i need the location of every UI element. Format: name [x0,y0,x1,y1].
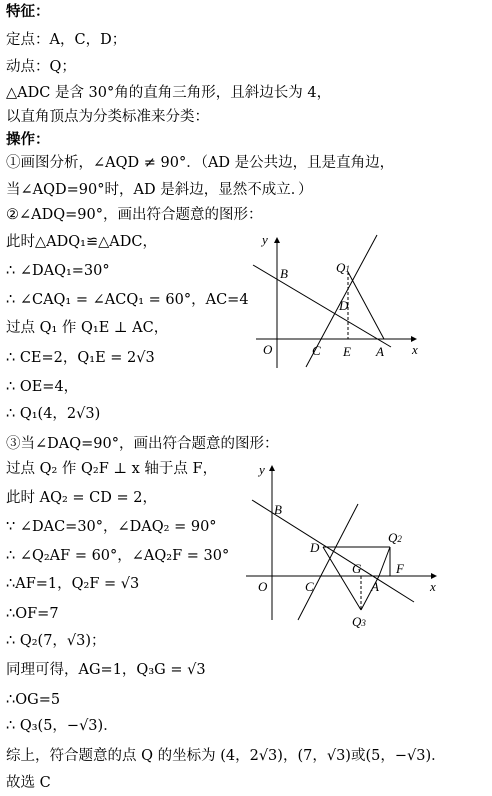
label-g: G [352,561,362,576]
text-line: ∴ Q₂(7，√3)； [6,633,106,649]
label-c: C [305,579,314,594]
label-y: y [259,462,265,477]
text-line: ∴ Q₁(4，2√3) [6,406,101,422]
text-line: ∴ CE=2，Q₁E = 2√3 [6,350,155,366]
label-a: A [371,579,379,594]
text-line: ∴ ∠Q₂AF = 60°，∠AQ₂F = 30° [6,548,230,564]
label-b: B [274,502,282,517]
label-c: C [312,343,321,358]
segment-q1a [348,272,384,339]
line-ba [253,265,391,347]
text-line: 过点 Q₁ 作 Q₁E ⊥ AC， [6,320,169,336]
label-f: F [396,561,404,576]
text-line: 此时 AQ₂ = CD = 2， [6,490,157,506]
label-q3: Q3 [352,614,366,629]
label-a: A [376,344,384,359]
text-line: 综上，符合题意的点 Q 的坐标为 (4，2√3)，(7，√3)或(5，−√3)． [6,748,446,764]
figure-q2-q3-diagram [244,460,444,630]
text-line: ∴ ∠CAQ₁ = ∠ACQ₁ = 60°，AC=4 [6,292,249,308]
text-line: 定点：A，C，D； [6,32,127,48]
label-q1: Q1 [336,260,350,275]
line-cd [298,504,358,620]
text-line: 过点 Q₂ 作 Q₂F ⊥ x 轴于点 F， [6,461,218,477]
text-line: 此时△ADQ₁≌△ADC， [6,234,157,250]
label-q2: Q2 [388,530,402,545]
text-line: ②∠ADQ=90°，画出符合题意的图形： [6,207,263,223]
text-line: ∴OF=7 [6,606,59,622]
text-line: 故选 C [6,775,51,791]
text-line: ③当∠DAQ=90°，画出符合题意的图形： [6,436,279,452]
text-line: ∴ ∠DAQ₁=30° [6,263,110,279]
label-x: x [412,342,418,357]
text-line: 同理可得，AG=1，Q₃G = √3 [6,662,206,678]
text-line: 特征： [6,3,50,20]
label-e: E [343,344,351,359]
text-line: 以直角顶点为分类标准来分类： [6,109,209,125]
label-o: O [263,342,273,357]
label-x: x [430,579,436,594]
text-line: ∴ OE=4， [6,379,79,395]
text-line: ①画图分析，∠AQD ≠ 90°．（AD 是公共边，且是直角边， [6,155,395,171]
text-line: ∴AF=1，Q₂F = √3 [6,576,140,592]
text-line: ∴ Q₃(5，−√3)． [6,718,118,734]
label-d: D [310,540,320,555]
text-line: ∴OG=5 [6,692,61,708]
text-line: 操作： [6,131,50,148]
figure-q1-diagram [248,232,428,372]
text-line: 当∠AQD=90°时，AD 是斜边，显然不成立．） [6,182,313,198]
text-line: △ADC 是含 30°角的直角三角形，且斜边长为 4， [6,85,332,101]
label-d: D [339,298,349,313]
text-line: ∵ ∠DAC=30°，∠DAQ₂ = 90° [6,519,217,535]
text-line: 动点：Q； [6,59,76,75]
label-b: B [280,266,288,281]
segment-q2a [379,547,390,576]
label-o: O [258,579,268,594]
label-y: y [262,232,268,247]
